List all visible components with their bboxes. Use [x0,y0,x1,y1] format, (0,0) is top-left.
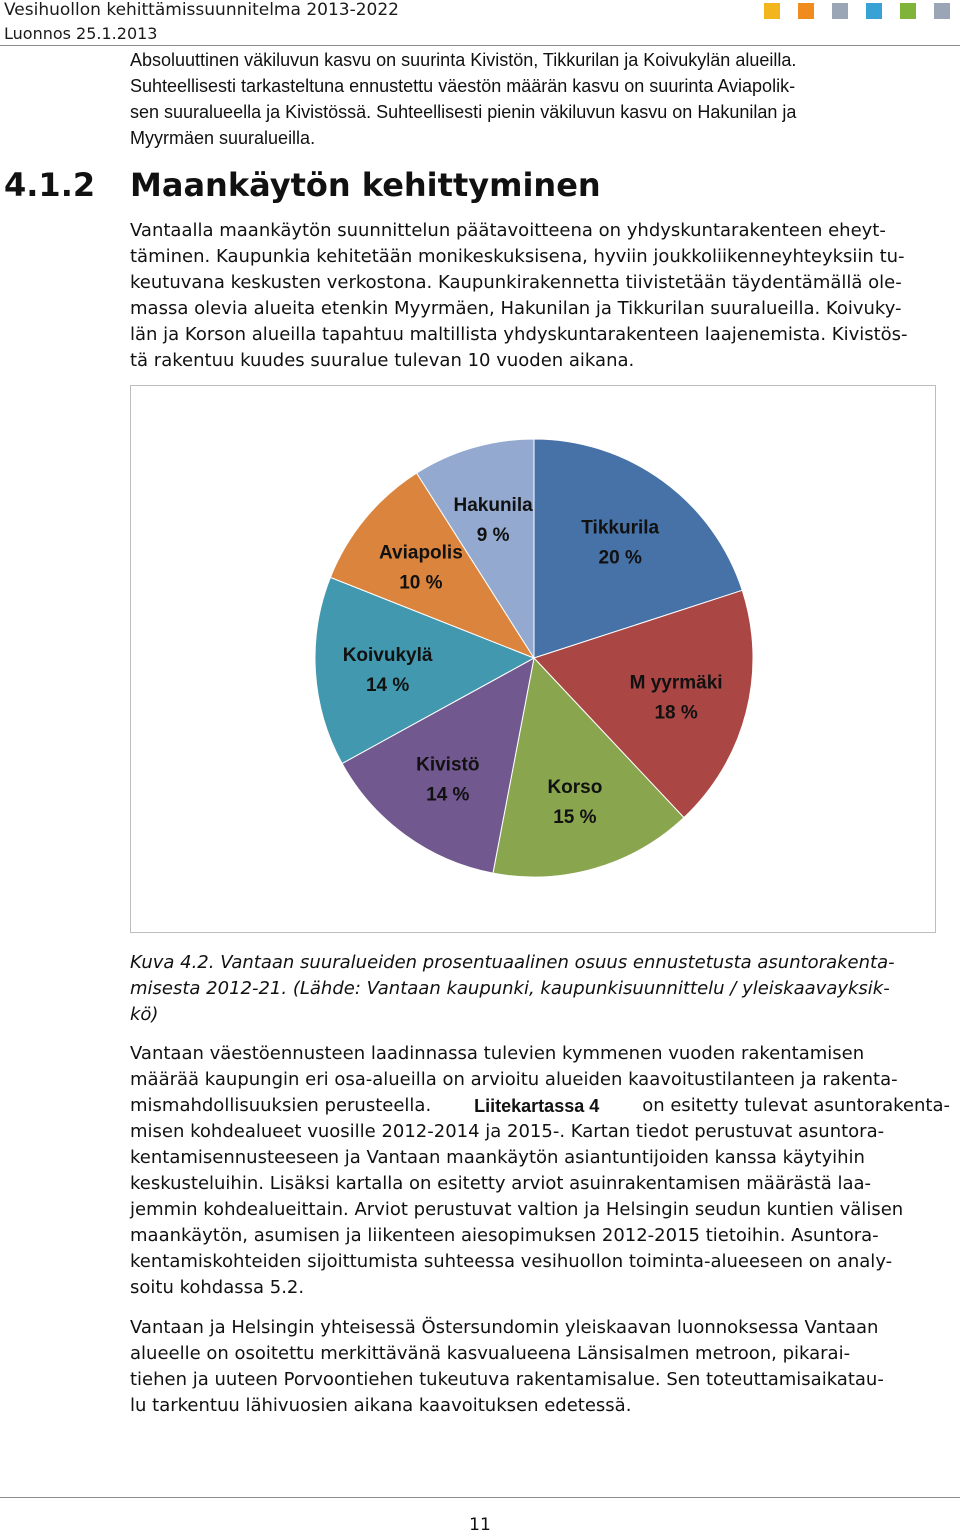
pie-slice-label: M yyrmäki [629,672,723,694]
pie-slice-label: Tikkurila [581,517,660,539]
pie-slice-label: Kivistö [416,754,480,776]
header-color-square [832,3,848,19]
housing-forecast-paragraph [130,1041,950,1301]
line-text: on esitetty tulevat asuntorakenta- [636,1095,950,1116]
pie-slice-value-label: 10 % [399,572,443,594]
paragraph-line: soitu kohdassa 5.2. [130,1277,305,1298]
paragraph-line: tä rakentuu kuudes suuralue tulevan 10 vuoden aikana. [130,350,635,371]
paragraph-line: jemmin kohdealueittain. Arviot perustuvat valtion ja Helsingin seudun kuntien välisen [130,1199,904,1220]
paragraph-line: keutuvana keskusten verkostona. Kaupunkirakennetta tiivistetään täydentämällä ole- [130,272,902,293]
paragraph-line: misen kohdealueet vuosille 2012-2014 ja 2015-. Kartan tiedot perustuvat asuntora- [130,1121,885,1142]
paragraph-line: kentamisennusteeseen ja Vantaan maankäytön asiantuntijoiden kanssa käytyihin [130,1147,865,1168]
caption-line: Kuva 4.2. Vantaan suuralueiden prosentuaalinen osuus ennustetusta asuntorakenta- [130,952,895,973]
pie-slice-value-label: 15 % [553,806,597,828]
paragraph-line: Vantaalla maankäytön suunnittelun päätavoitteena on yhdyskuntarakenteen eheyt- [130,220,886,241]
document-title: Vesihuollon kehittämissuunnitelma 2013-2022 [4,0,399,20]
intro-line: Myyrmäen suuralueilla. [130,128,316,148]
pie-slice-label: Koivukylä [342,645,433,667]
pie-chart-frame [130,385,936,933]
paragraph-line: Vantaan väestöennusteen laadinnassa tulevien kymmenen vuoden rakentamisen [130,1043,865,1064]
paragraph-line: määrää kaupungin eri osa-alueilla on arvioitu alueiden kaavoitustilanteen ja rakenta- [130,1069,898,1090]
document-date: Luonnos 25.1.2013 [4,24,158,43]
pie-slice-label: Hakunila [453,495,533,517]
paragraph-line: täminen. Kaupunkia kehitetään monikeskuksisena, hyviin joukkoliikenneyhteyksiin tu- [130,246,905,267]
page-number: 11 [469,1515,491,1535]
pie-slice-value-label: 14 % [426,784,470,806]
header-color-squares [764,3,950,19]
intro-line: sen suuralueella ja Kivistössä. Suhteellisesti pienin väkiluvun kasvu on Hakunilan ja [130,102,797,122]
paragraph-line: keskusteluihin. Lisäksi kartalla on esitetty arviot asuinrakentamisen määrästä laa- [130,1173,872,1194]
paragraph-line: Vantaan ja Helsingin yhteisessä Östersundomin yleiskaavan luonnoksessa Vantaan [130,1317,879,1338]
section-heading [4,166,601,204]
header-color-square [764,3,780,19]
pie-slice-value-label: 9 % [476,525,510,547]
pie-slice-value-label: 14 % [365,675,410,697]
line-text: mismahdollisuuksien perusteella. [130,1095,437,1116]
footer-divider [0,1497,960,1498]
paragraph-line: maankäytön, asumisen ja liikenteen aiesopimuksen 2012-2015 tietoihin. Asuntora- [130,1225,879,1246]
paragraph-line: län ja Korson alueilla tapahtuu maltillista yhdyskuntarakenteen laajenemista. Kivistös- [130,324,908,345]
ostersundom-paragraph [130,1315,950,1419]
header-color-square [866,3,882,19]
paragraph-line [130,1093,950,1119]
land-use-paragraph [130,218,950,374]
paragraph-line: alueelle on osoitettu merkittävänä kasvualueena Länsisalmen metroon, pikarai- [130,1343,851,1364]
paragraph-line: lu tarkentuu lähivuosien aikana kaavoituksen edetessä. [130,1395,632,1416]
intro-line: Absoluuttinen väkiluvun kasvu on suurinta Kivistön, Tikkurilan ja Koivukylän alueilla. [130,50,797,70]
header-divider [0,45,960,46]
section-number: 4.1.2 [4,166,96,204]
caption-line: kö) [130,1004,159,1025]
intro-line: Suhteellisesti tarkasteltuna ennustettu väestön määrän kasvu on suurinta Aviapolik- [130,76,796,96]
map-appendix-reference: Liitekartassa 4 [474,1096,600,1116]
header-color-square [934,3,950,19]
intro-paragraph [130,47,950,151]
paragraph-line: tiehen ja uuteen Porvoontiehen tukeutuva rakentamisalue. Sen toteuttamisaikatau- [130,1369,884,1390]
pie-slice-value-label: 18 % [654,702,698,724]
pie-slice-label: Aviapolis [379,542,463,564]
paragraph-line: kentamiskohteiden sijoittumista suhteessa vesihuollon toiminta-alueeseen on analy- [130,1251,893,1272]
header-color-square [798,3,814,19]
paragraph-line: massa olevia alueita etenkin Myyrmäen, Hakunilan ja Tikkurilan suuralueilla. Koivuky- [130,298,902,319]
header-color-square [900,3,916,19]
pie-slice-value-label: 20 % [598,547,642,569]
figure-caption [130,950,950,1028]
pie-slice-label: Korso [547,776,603,798]
caption-line: misesta 2012-21. (Lähde: Vantaan kaupunki, kaupunkisuunnittelu / yleiskaavayksik- [130,978,890,999]
section-title: Maankäytön kehittyminen [130,166,601,204]
pie-chart [131,386,937,934]
